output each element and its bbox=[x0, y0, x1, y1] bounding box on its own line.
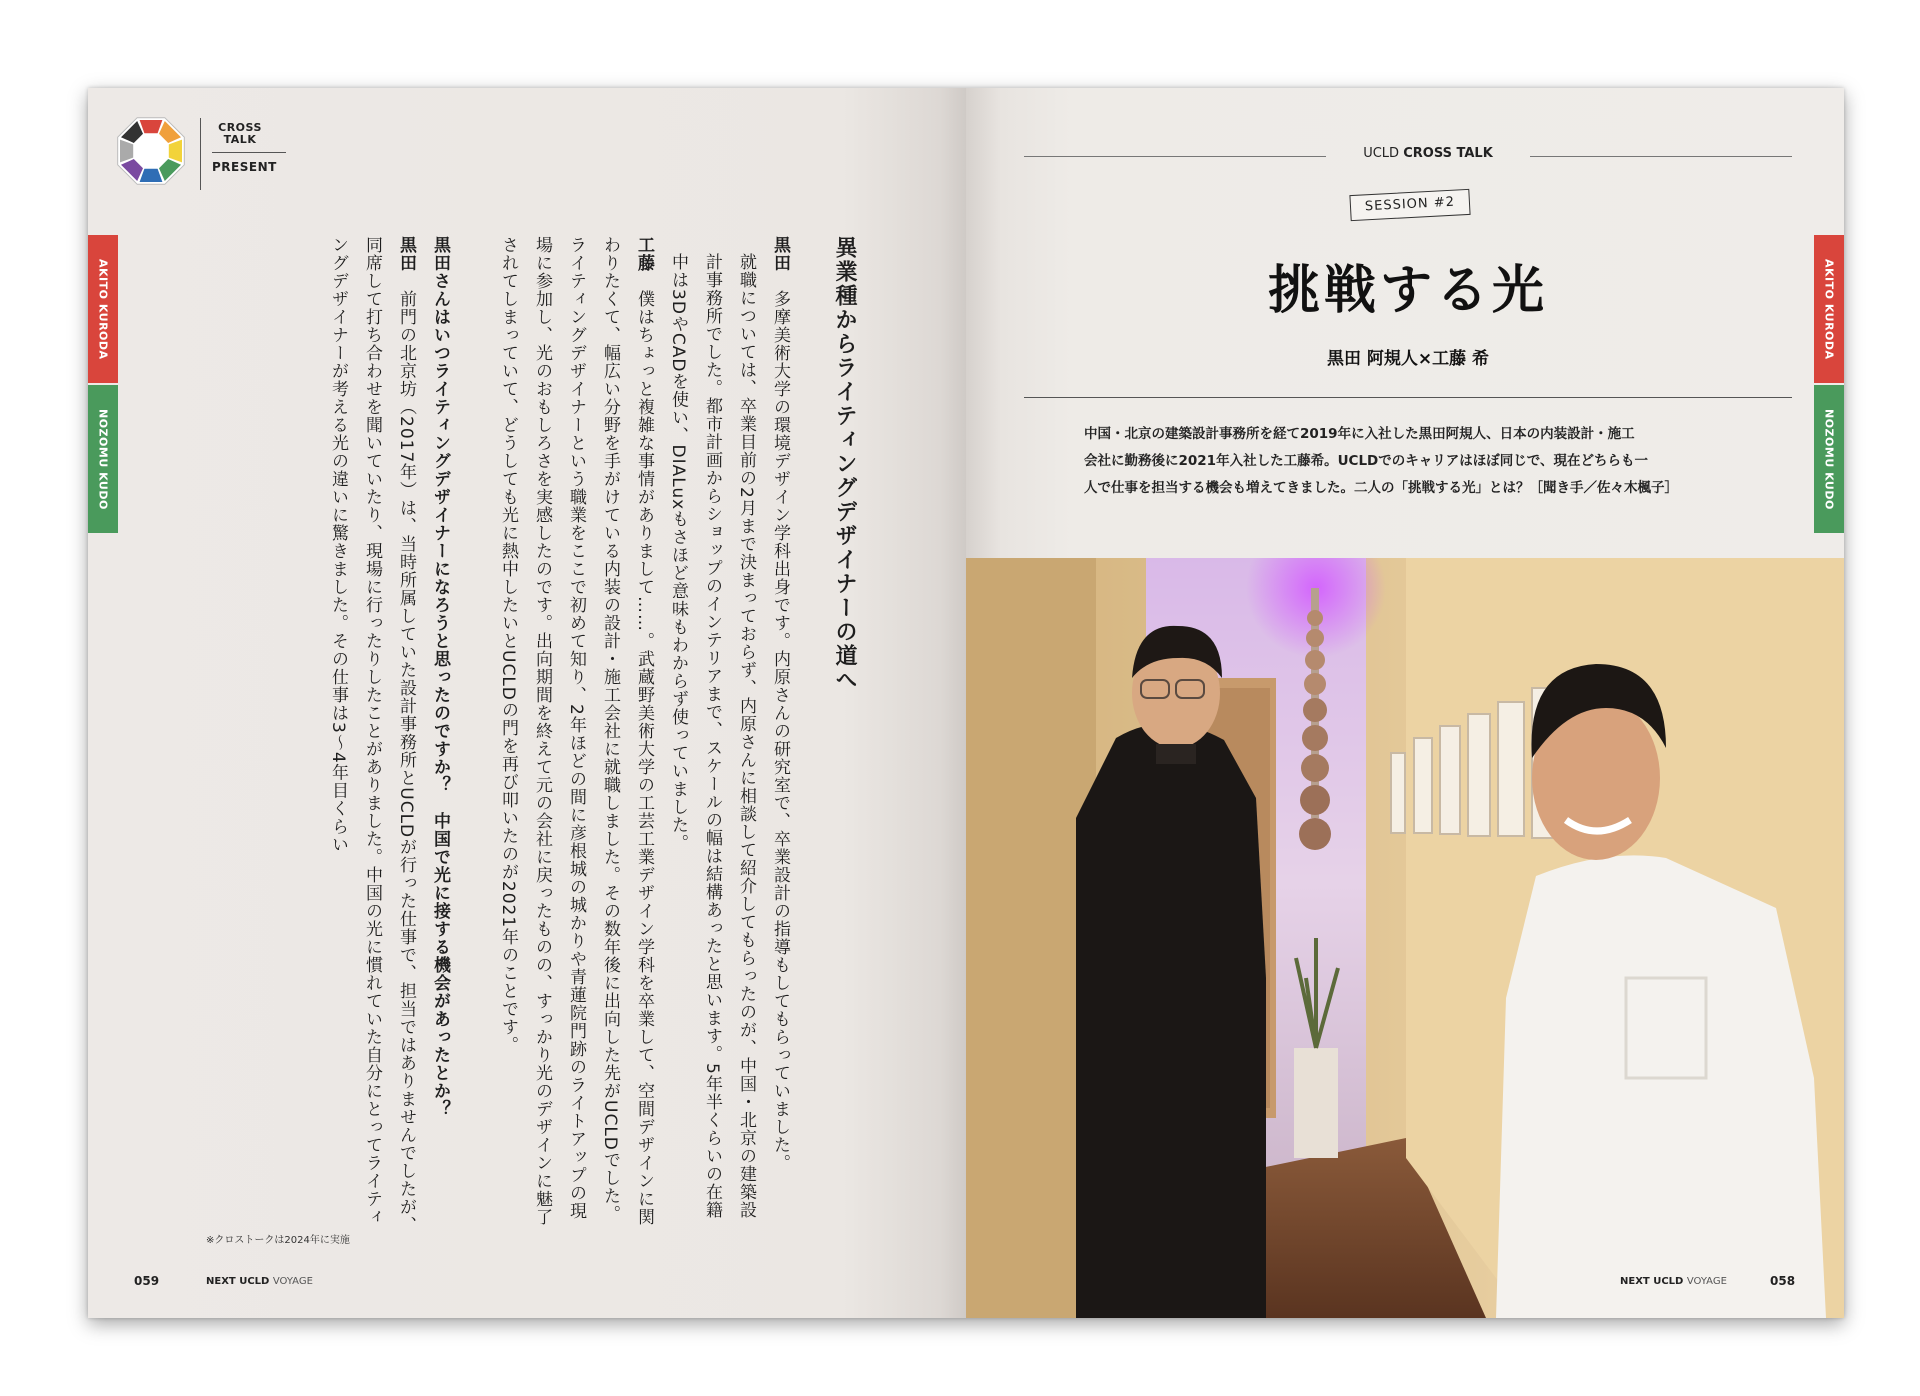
series-ucld: UCLD bbox=[1363, 146, 1400, 161]
left-page bbox=[88, 88, 966, 1318]
speaker-name: 黒田 bbox=[396, 236, 416, 272]
speaker-name: 工藤 bbox=[634, 236, 654, 272]
footer-voyage: VOYAGE bbox=[272, 1276, 313, 1287]
session-badge: SESSION #2 bbox=[1349, 189, 1470, 221]
running-footer bbox=[206, 1276, 313, 1287]
paragraph: 就職については、卒業目前の2月まで決まっておらず、内原さんに相談して紹介してもらったのが、中国・北京の建築設計事務所でした。都市計画からショップのインテリアまで、スケールの幅は結構あったと思います。5年半くらいの在籍中は3DやCADを使い、DIALuxもさほど意味もわからず使っていました。 bbox=[668, 253, 756, 1219]
section-heading: 異業種からライティングデザイナーの道へ bbox=[832, 236, 857, 692]
tab-label: AKITO KURODA bbox=[96, 258, 110, 360]
tab-nozomu-kudo bbox=[1814, 385, 1844, 533]
page-title: 挑戦する光 bbox=[1267, 261, 1548, 321]
tab-label: AKITO KURODA bbox=[1822, 258, 1836, 360]
right-page bbox=[966, 88, 1844, 1318]
header-rule-left bbox=[1024, 156, 1326, 157]
logo-present-text: PRESENT bbox=[212, 160, 277, 174]
series-cross-talk: CROSS TALK bbox=[1403, 146, 1493, 161]
lead-line: 人で仕事を担当する機会も増えてきました。二人の「挑戦する光」とは？［聞き手／佐々木楓子］ bbox=[1084, 480, 1678, 496]
lead-line: 中国・北京の建築設計事務所を経て2019年に入社した黒田阿規人、日本の内装設計・施工 bbox=[1084, 426, 1635, 442]
tab-akito-kuroda bbox=[88, 235, 118, 383]
lead-paragraph bbox=[1084, 421, 1724, 502]
footnote: ※クロストークは2024年に実施 bbox=[206, 1235, 350, 1246]
series-label bbox=[1324, 146, 1532, 161]
paragraph bbox=[321, 236, 423, 1236]
interviewer-question: 黒田さんはいつライティングデザイナーになろうと思ったのですか？ 中国で光に接する機会があったとか？ bbox=[430, 236, 450, 1118]
title-separator bbox=[1024, 397, 1792, 398]
paragraph bbox=[491, 236, 661, 1236]
page-number: 058 bbox=[1770, 1274, 1796, 1288]
magazine-spread bbox=[88, 88, 1844, 1318]
logo-divider bbox=[200, 118, 201, 190]
portrait-photo bbox=[966, 558, 1844, 1318]
tab-nozomu-kudo bbox=[88, 385, 118, 533]
logo-cross-talk-text: CROSS TALK bbox=[218, 121, 262, 146]
tab-label: NOZOMU KUDO bbox=[1822, 408, 1836, 510]
logo-rule bbox=[212, 152, 286, 153]
footer-voyage: VOYAGE bbox=[1686, 1276, 1727, 1287]
page-number: 059 bbox=[134, 1274, 160, 1288]
tab-label: NOZOMU KUDO bbox=[96, 408, 110, 510]
running-footer bbox=[1620, 1276, 1727, 1287]
header-rule-right bbox=[1530, 156, 1792, 157]
authors-line: 黒田 阿規人×工藤 希 bbox=[1326, 349, 1490, 369]
paragraph-text: 僕はちょっと複雑な事情がありまして……。武蔵野美術大学の工芸工業デザイン学科を卒業して、空間デザインに関わりたくて、幅広い分野を手がけている内装の設計・施工会社に就職しました。その数年後に出向した先がUCLDでした。ライティングデザイナーという職業をここで初めて知り、2年ほどの間に彦根城の城かりや青蓮院門跡のライトアップの現場に参加し、光のおもしろさを実感したのです。出向期間を終えて元の会社に戻ったものの、すっかり光のデザインに魅了されてしまっていて、どうしても光に熱中したいとUCLDの門を再び叩いたのが2021年のことです。 bbox=[498, 236, 654, 1226]
paragraph-text: 多摩美術大学の環境デザイン学科出身です。内原さんの研究室で、卒業設計の指導もしてもらっていました。 bbox=[770, 290, 790, 1172]
cross-talk-logo-icon bbox=[116, 116, 186, 186]
lead-line: 会社に勤務後に2021年入社した工藤希。UCLDでのキャリアはほぼ同じで、現在どちらも一 bbox=[1084, 453, 1648, 469]
footer-brand: NEXT UCLD bbox=[1620, 1276, 1684, 1287]
article-body bbox=[261, 236, 861, 1236]
paragraph bbox=[763, 236, 797, 1236]
footer-brand: NEXT UCLD bbox=[206, 1276, 270, 1287]
speaker-name: 黒田 bbox=[770, 236, 790, 272]
paragraph-text: 前門の北京坊（2017年）は、当時所属していた設計事務所とUCLDが行った仕事で、担当ではありませんでしたが、同席して打ち合わせを聞いていたり、現場に行ったりしたことがありました。中国の光に慣れていた自分にとってライティングデザイナーが考える光の違いに驚きました。その仕事は3～4年目くらい bbox=[328, 236, 416, 1235]
tab-akito-kuroda bbox=[1814, 235, 1844, 383]
portrait-illustration bbox=[966, 558, 1844, 1318]
